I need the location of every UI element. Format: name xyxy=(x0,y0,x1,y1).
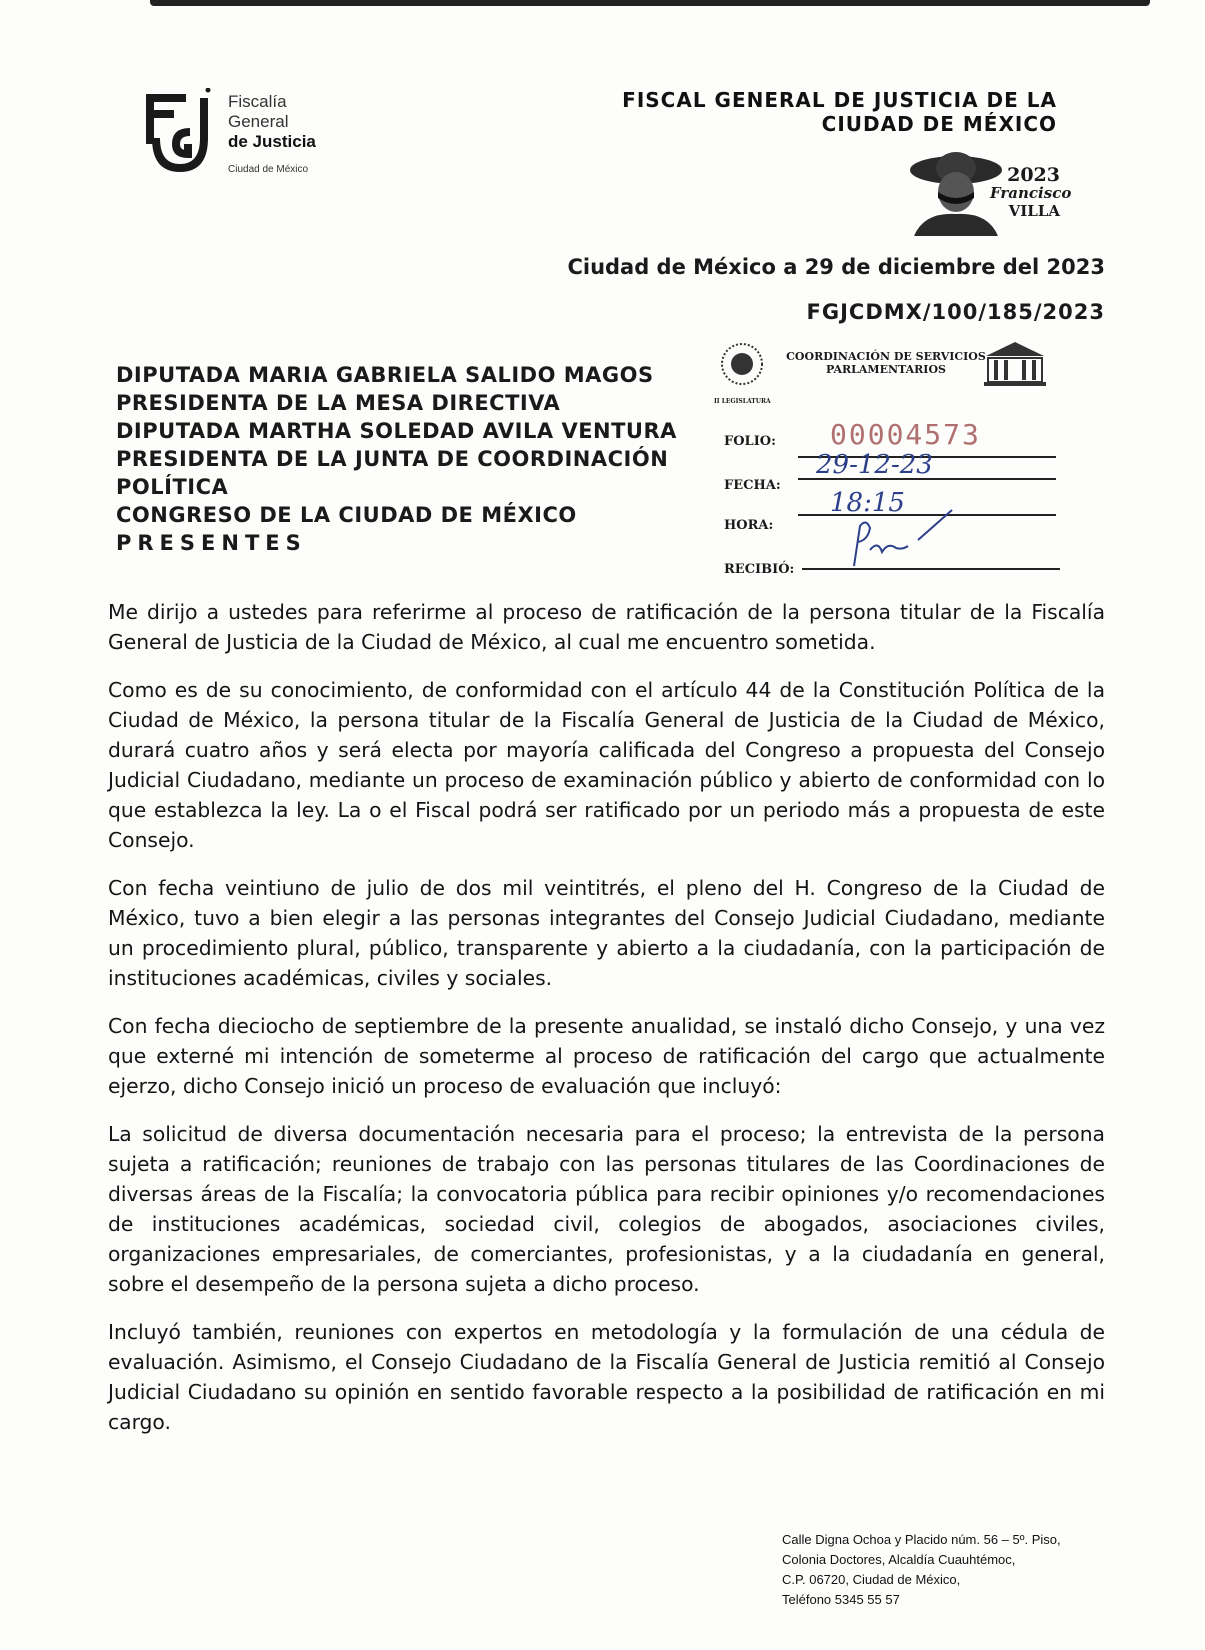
logo-wordmark xyxy=(228,92,316,180)
recipients-block xyxy=(116,361,696,557)
recipient-line: PRESENTES xyxy=(116,531,307,555)
national-seal-icon xyxy=(718,338,766,402)
fgj-logo-icon xyxy=(146,88,222,180)
logo-line-3: de Justicia xyxy=(228,132,316,151)
body-paragraph: Como es de su conocimiento, de conformidad con el artículo 44 de la Constitución Política de la Ciudad de México, la persona titular de la Fiscalía General de Justicia de la Ciudad de México, durará cuatro años y será electa por mayoría calificada del Congreso a propuesta del Consejo Judicial Ciudadano, mediante un proceso de examinación público y abierto de conformidad con lo que establezca la ley. La o el Fiscal podrá ser ratificado por un periodo más a propuesta de este Consejo. xyxy=(108,678,1105,852)
letter-body xyxy=(108,597,1105,1455)
folio-value: 00004573 xyxy=(830,418,981,451)
reference-number: FGJCDMX/100/185/2023 xyxy=(806,300,1105,324)
stamp-title xyxy=(786,350,986,376)
receiver-signature-icon xyxy=(848,506,958,570)
folio-label: FOLIO: xyxy=(724,434,776,449)
letter-date: Ciudad de México a 29 de diciembre del 2023 xyxy=(567,255,1105,279)
seal-caption: II LEGISLATURA xyxy=(714,398,771,405)
page-top-edge xyxy=(150,0,1150,6)
recipient-line: DIPUTADA MARIA GABRIELA SALIDO MAGOS xyxy=(116,363,654,387)
address-footer xyxy=(782,1530,1061,1610)
congress-building-icon xyxy=(980,338,1050,390)
emblem-name-2: VILLA xyxy=(1008,202,1060,220)
logo-line-2: General xyxy=(228,112,289,131)
footer-line: Teléfono 5345 55 57 xyxy=(782,1592,900,1607)
recibio-label: RECIBIÓ: xyxy=(724,562,795,577)
body-paragraph: Me dirijo a ustedes para referirme al proceso de ratificación de la persona titular de la Fiscalía General de Justicia de la Ciudad de México, al cual me encuentro sometida. xyxy=(108,600,1105,654)
logo-line-4: Ciudad de México xyxy=(228,164,309,175)
recipient-line: PRESIDENTA DE LA JUNTA DE COORDINACIÓN xyxy=(116,447,669,471)
body-paragraph: Con fecha veintiuno de julio de dos mil veintitrés, el pleno del H. Congreso de la Ciudad de México, tuvo a bien elegir a las personas integrantes del Consejo Judicial Ciudadano, mediante un procedimiento plural, público, transparente y abierto a la ciudadanía, con la participación de instituciones académicas, civiles y sociales. xyxy=(108,876,1105,990)
recipient-line: CONGRESO DE LA CIUDAD DE MÉXICO xyxy=(116,503,577,527)
header-line-1: FISCAL GENERAL DE JUSTICIA DE LA xyxy=(622,88,1057,112)
fecha-value: 29-12-23 xyxy=(816,450,933,480)
stamp-title-2: PARLAMENTARIOS xyxy=(826,363,946,376)
logo-line-1: Fiscalía xyxy=(228,92,287,111)
hora-value: 18:15 xyxy=(830,488,905,518)
recipient-line: POLÍTICA xyxy=(116,475,229,499)
body-paragraph: Con fecha dieciocho de septiembre de la presente anualidad, se instaló dicho Consejo, y una vez que externé mi intención de someterme al proceso de ratificación del cargo que actualmente ejerzo, dicho Consejo inició un proceso de evaluación que incluyó: xyxy=(108,1014,1105,1098)
emblem-caption xyxy=(990,164,1072,220)
footer-line: Colonia Doctores, Alcaldía Cuauhtémoc, xyxy=(782,1552,1016,1567)
fecha-label: FECHA: xyxy=(724,478,781,493)
footer-line: Calle Digna Ochoa y Placido núm. 56 – 5º. Piso, xyxy=(782,1532,1061,1547)
header-line-2: CIUDAD DE MÉXICO xyxy=(821,112,1057,136)
recipient-line: DIPUTADA MARTHA SOLEDAD AVILA VENTURA xyxy=(116,419,677,443)
emblem-name-1: Francisco xyxy=(990,184,1072,202)
institution-header xyxy=(622,88,1057,136)
hora-label: HORA: xyxy=(724,518,774,533)
recipient-line: PRESIDENTA DE LA MESA DIRECTIVA xyxy=(116,391,561,415)
body-paragraph: Incluyó también, reuniones con expertos en metodología y la formulación de una cédula de evaluación. Asimismo, el Consejo Ciudadano de la Fiscalía General de Justicia remitió al Consejo Judicial Ciudadano su opinión en sentido favorable respecto a la posibilidad de ratificación en mi cargo. xyxy=(108,1320,1105,1434)
footer-line: C.P. 06720, Ciudad de México, xyxy=(782,1572,961,1587)
emblem-year: 2023 xyxy=(1007,164,1060,186)
body-paragraph: La solicitud de diversa documentación necesaria para el proceso; la entrevista de la persona sujeta a ratificación; reuniones de trabajo con las personas titulares de las Coordinaciones de diversas áreas de la Fiscalía; la convocatoria pública para recibir opiniones y/o recomendaciones de instituciones académicas, sociedad civil, colegios de abogados, asociaciones civiles, organizaciones empresariales, de comerciantes, profesionistas, y a la ciudadanía en general, sobre el desempeño de la persona sujeta a dicho proceso. xyxy=(108,1122,1105,1296)
reception-stamp xyxy=(714,338,1064,578)
stamp-title-1: COORDINACIÓN DE SERVICIOS xyxy=(786,350,986,363)
